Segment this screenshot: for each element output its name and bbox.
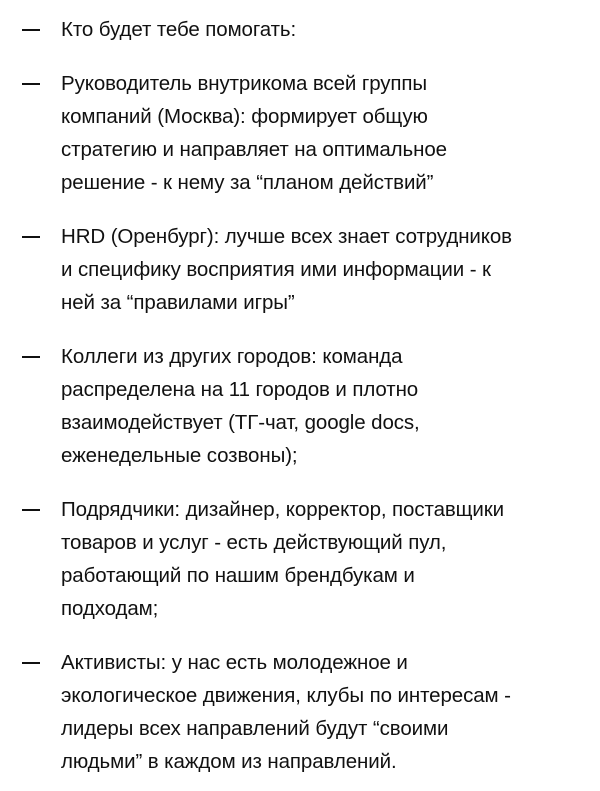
text-line: Кто будет тебе помогать:	[61, 18, 297, 41]
text-line: Подрядчики: дизайнер, корректор, поставщики	[61, 498, 504, 521]
list-item-contractors	[0, 493, 600, 625]
text-line: Коллеги из других городов: команда	[61, 345, 403, 368]
dash-bullet	[22, 29, 40, 31]
list-item-text	[61, 220, 580, 319]
text-line: ней за “правилами игры”	[61, 291, 295, 314]
dash-bullet	[22, 509, 40, 511]
text-line: подходам;	[61, 597, 159, 620]
text-line: компаний (Москва): формирует общую	[61, 105, 428, 128]
list-item-text	[61, 493, 580, 625]
text-line: распределена на 11 городов и плотно	[61, 378, 419, 401]
text-line: решение - к нему за “планом действий”	[61, 171, 434, 194]
text-line: и специфику восприятия ими информации - к	[61, 258, 491, 281]
text-line: товаров и услуг - есть действующий пул,	[61, 531, 447, 554]
dash-bullet	[22, 83, 40, 85]
list-item-hrd	[0, 220, 600, 319]
list-item-colleagues	[0, 340, 600, 472]
text-line: людьми” в каждом из направлений.	[61, 750, 397, 773]
text-line: экологическое движения, клубы по интересам -	[61, 684, 511, 707]
list-item-head-internal-comms	[0, 67, 600, 199]
text-line: еженедельные созвоны);	[61, 444, 298, 467]
list-item-text	[61, 67, 580, 199]
text-line: взаимодействует (ТГ-чат, google docs,	[61, 411, 420, 434]
list-item-activists	[0, 646, 600, 778]
list-item-helpers-intro	[0, 13, 600, 46]
text-line: Активисты: у нас есть молодежное и	[61, 651, 408, 674]
text-line: Руководитель внутрикома всей группы	[61, 72, 428, 95]
dash-bullet	[22, 236, 40, 238]
text-line: работающий по нашим брендбукам и	[61, 564, 415, 587]
list-item-text	[61, 13, 580, 46]
text-line: HRD (Оренбург): лучше всех знает сотрудников	[61, 225, 512, 248]
text-line: стратегию и направляет на оптимальное	[61, 138, 447, 161]
text-line: лидеры всех направлений будут “своими	[61, 717, 449, 740]
dash-bullet	[22, 356, 40, 358]
list-item-text	[61, 340, 580, 472]
list-item-text	[61, 646, 580, 778]
dash-bullet	[22, 662, 40, 664]
